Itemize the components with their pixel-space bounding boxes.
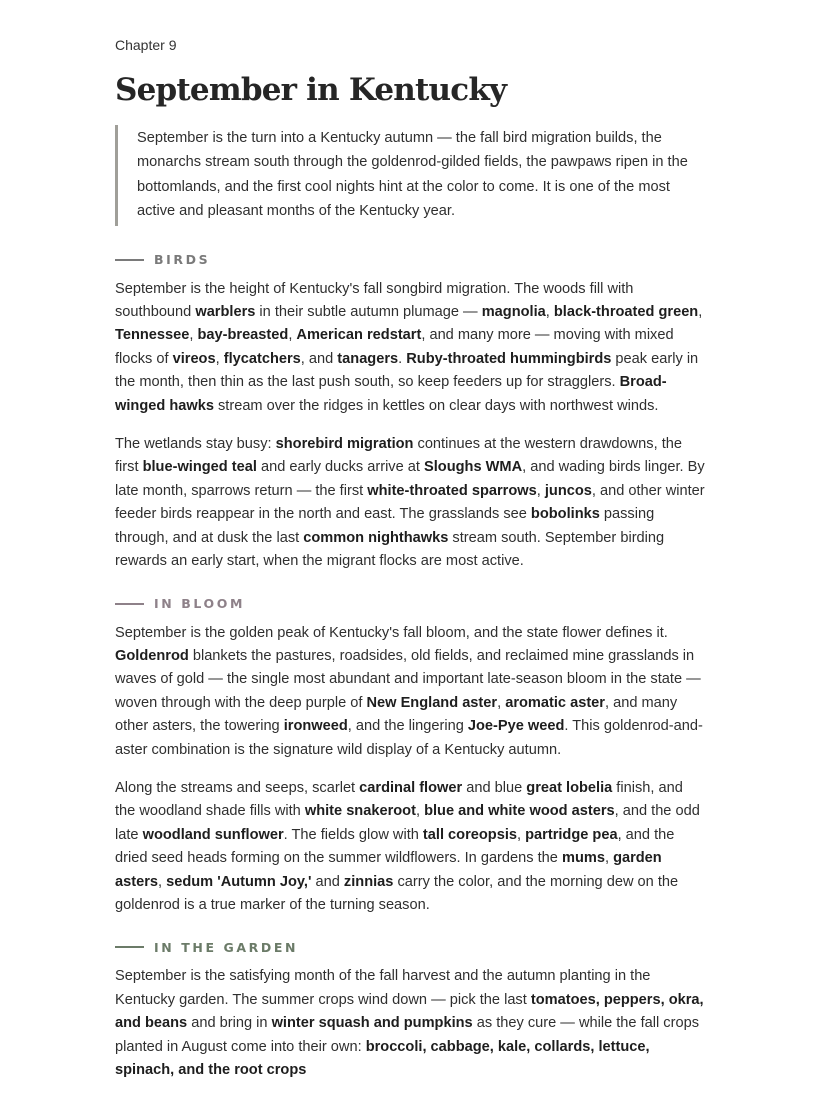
bold-term: white snakeroot bbox=[304, 803, 416, 820]
bold-term: white-throated sparrows bbox=[367, 482, 537, 499]
bold-term: tanagers bbox=[337, 350, 399, 367]
page-title: September in Kentucky bbox=[115, 72, 507, 108]
chapter-number: Chapter 9 bbox=[115, 37, 177, 53]
bold-term: bay-breasted bbox=[197, 327, 289, 344]
bold-term: winter squash and pumpkins bbox=[271, 1015, 473, 1032]
paragraph: The wetlands stay busy: shorebird migration continues at the western drawdowns, the first blue-winged teal and early ducks arrive at Sloughs WMA, and wading birds linger. By late month, sparrows return — the first white-throated sparrows, juncos, and other winter feeder birds reappear in the north and east. The grasslands see bobolinks passing through, and at dusk the last common nighthawks stream south. September birding rewards an early start, when the migrant flocks are most active. bbox=[115, 436, 705, 570]
bold-term: black-throated green bbox=[553, 304, 699, 321]
bold-term: sedum 'Autumn Joy,' bbox=[166, 873, 312, 890]
chapter-page bbox=[115, 36, 705, 1097]
paragraph: Along the streams and seeps, scarlet cardinal flower and blue great lobelia finish, and the woodland shade fills with white snakeroot, blue and white wood asters, and the odd late woodland sunflower. The fields glow with tall coreopsis, partridge pea, and the dried seed heads forming on the summer wildflowers. In gardens the mums, garden asters, sedum 'Autumn Joy,' and zinnias carry the color, and the morning dew on the goldenrod is a true marker of the turning season. bbox=[115, 779, 700, 913]
section-in-the-garden bbox=[115, 937, 705, 1082]
intro-blockquote: September is the turn into a Kentucky autumn — the fall bird migration builds, the monarchs stream south through the goldenrod-gilded fields, the pawpaws ripen in the bottomlands, and the first cool nights hint at the color to come. It is one of the most active and pleasant months of the Kentucky year. bbox=[115, 125, 705, 226]
bold-term: Joe-Pye weed bbox=[467, 718, 565, 735]
bold-term: Ruby-throated hummingbirds bbox=[406, 350, 612, 367]
heading-rule bbox=[115, 603, 144, 605]
bold-term: garden asters bbox=[115, 850, 662, 890]
bold-term: cardinal flower bbox=[359, 779, 463, 796]
section-heading bbox=[115, 937, 705, 957]
bold-term: flycatchers bbox=[223, 350, 301, 367]
bold-term: mums bbox=[561, 850, 605, 867]
paragraph: September is the height of Kentucky's fall songbird migration. The woods fill with southbound warblers in their subtle autumn plumage — magnolia, black-throated green, Tennessee, bay-breasted, American redstart, and many more — moving with mixed flocks of vireos, flycatchers, and tanagers. Ruby-throated hummingbirds peak early in the month, then thin as the last push south, so keep feeders up for stragglers. Broad-winged hawks stream over the ridges in kettles on clear days with northwest winds. bbox=[115, 280, 703, 414]
bold-term: aromatic aster bbox=[505, 694, 605, 711]
bold-term: warblers bbox=[195, 304, 256, 321]
bold-term: shorebird migration bbox=[275, 436, 414, 453]
bold-term: Goldenrod bbox=[115, 647, 189, 664]
bold-term: magnolia bbox=[481, 304, 546, 321]
heading-rule bbox=[115, 259, 144, 261]
bold-term: great lobelia bbox=[526, 779, 613, 796]
section-in-bloom bbox=[115, 594, 705, 918]
bold-term: broccoli, cabbage, kale, collards, lettuce, spinach, and the root crops bbox=[115, 1038, 650, 1078]
bold-term: common nighthawks bbox=[303, 529, 449, 546]
bold-term: bobolinks bbox=[530, 506, 600, 523]
bold-term: Broad-winged hawks bbox=[115, 374, 667, 414]
section-heading bbox=[115, 250, 705, 270]
bold-term: tall coreopsis bbox=[422, 826, 518, 843]
section-label: IN THE GARDEN bbox=[154, 939, 299, 955]
bold-term: Tennessee bbox=[115, 327, 190, 344]
bold-term: tomatoes, peppers, okra, and beans bbox=[115, 991, 704, 1032]
bold-term: juncos bbox=[544, 482, 592, 499]
heading-rule bbox=[115, 946, 144, 948]
bold-term: ironweed bbox=[283, 718, 348, 735]
paragraph: September is the satisfying month of the fall harvest and the autumn planting in the Kentucky garden. The summer crops wind down — pick the last tomatoes, peppers, okra, and beans and bring in winter squash and pumpkins as they cure — while the fall crops planted in August come into their own: broccoli, cabbage, kale, collards, lettuce, spinach, and the root crops bbox=[115, 968, 704, 1078]
paragraph: September is the golden peak of Kentucky's fall bloom, and the state flower defines it. Goldenrod blankets the pastures, roadsides, old fields, and reclaimed mine grasslands in waves of gold — the single most abundant and important late-season bloom in the state — woven through with the deep purple of New England aster, aromatic aster, and many other asters, the towering ironweed, and the lingering Joe-Pye weed. This goldenrod-and-aster combination is the signature wild display of a Kentucky autumn. bbox=[115, 624, 703, 758]
bold-term: blue and white wood asters bbox=[424, 803, 615, 820]
bold-term: woodland sunflower bbox=[142, 826, 284, 843]
bold-term: zinnias bbox=[343, 873, 394, 890]
bold-term: partridge pea bbox=[525, 826, 618, 843]
bold-term: Sloughs WMA bbox=[424, 459, 523, 476]
section-birds bbox=[115, 250, 705, 574]
section-heading bbox=[115, 594, 705, 614]
section-label: IN BLOOM bbox=[154, 596, 246, 611]
bold-term: vireos bbox=[172, 350, 216, 367]
section-label: BIRDS bbox=[154, 252, 211, 268]
bold-term: blue-winged teal bbox=[142, 459, 257, 476]
bold-term: New England aster bbox=[366, 694, 498, 711]
bold-term: American redstart bbox=[296, 327, 422, 344]
